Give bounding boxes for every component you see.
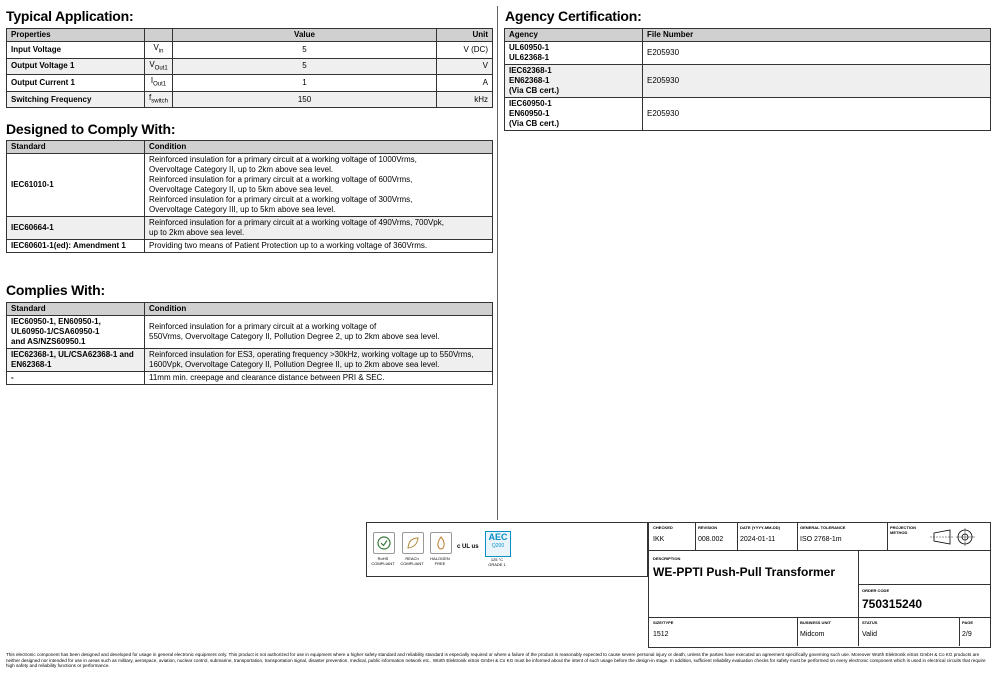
rohs-icon: [373, 532, 395, 554]
table-row: [505, 65, 991, 98]
complies-with-title: Complies With:: [6, 282, 105, 298]
table-row: [7, 217, 493, 240]
standard-cell: [7, 372, 145, 385]
file-number-cell: E205930: [643, 42, 991, 65]
status-value: Valid: [862, 631, 878, 638]
symbol-subscript: Out1: [153, 81, 167, 88]
text-line: and AS/NZS60950.1: [11, 337, 86, 346]
table-row: [7, 349, 493, 372]
unit-cell: A: [437, 75, 493, 92]
halogen-free-icon: [430, 532, 452, 554]
header-standard: Standard: [7, 303, 145, 316]
text-line: (Via CB cert.): [509, 86, 560, 95]
table-row: [7, 42, 493, 59]
standard-cell: IEC60664-1: [7, 217, 145, 240]
unit-cell: V (DC): [437, 42, 493, 59]
tb-divider: [858, 584, 990, 585]
date-label: DATE (YYYY-MM-DD): [740, 525, 780, 530]
unit-cell: kHz: [437, 91, 493, 108]
text-line: EN62368-1: [11, 360, 52, 369]
standard-cell: IEC61010-1: [7, 154, 145, 217]
table-row: [7, 316, 493, 349]
value-cell: 150: [173, 91, 437, 108]
text-line: UL62368-1: [509, 53, 550, 62]
header-properties: Properties: [7, 29, 145, 42]
table-row: [7, 58, 493, 75]
text-line: Reinforced insulation for a primary circuit at a working voltage of: [149, 322, 377, 331]
projection-method-icon: [930, 525, 980, 554]
value-cell: 5: [173, 42, 437, 59]
revision-label: REVISION: [698, 525, 718, 530]
unit-cell: V: [437, 58, 493, 75]
page-label: PAGE: [962, 620, 974, 625]
typical-application-title: Typical Application:: [6, 8, 134, 24]
text-line: UL60950-1: [509, 43, 550, 52]
agency-cell: [505, 42, 643, 65]
table-row: [7, 240, 493, 253]
text-line: IEC62368-1: [509, 66, 552, 75]
symbol-cell: [145, 91, 173, 108]
typical-application-table: [6, 28, 493, 108]
symbol-subscript: switch: [151, 98, 168, 105]
agency-certification-title: Agency Certification:: [505, 8, 642, 24]
business-unit-label: BUSINESS UNIT: [800, 620, 831, 625]
header-condition: Condition: [145, 303, 493, 316]
symbol: f: [149, 92, 152, 102]
text-line: Reinforced insulation for a primary circuit at a working voltage of 490Vrms, 700Vpk,: [149, 218, 444, 227]
table-row: [505, 98, 991, 131]
condition-cell: [145, 154, 493, 217]
header-file-number: File Number: [643, 29, 991, 42]
reach-icon: [402, 532, 424, 554]
designed-to-comply-table: [6, 140, 493, 253]
text-line: EN62368-1: [509, 76, 550, 85]
complies-with-table: [6, 302, 493, 385]
aec-label: AEC: [488, 532, 508, 542]
symbol-subscript: Out1: [154, 65, 168, 72]
ul-mark-icon: c UL us: [457, 544, 479, 550]
column-divider: [497, 6, 498, 520]
status-label: STATUS: [862, 620, 878, 625]
text-line: Providing two means of Patient Protection up to a working voltage of 360Vrms.: [149, 241, 428, 250]
revision-value: 008.002: [698, 536, 724, 543]
business-unit-value: Midcom: [800, 631, 825, 638]
tb-divider: [695, 522, 696, 550]
header-agency: Agency: [505, 29, 643, 42]
text-line: Reinforced insulation for ES3, operating frequency >30kHz, working voltage up to 550Vrms,: [149, 350, 474, 359]
aec-sub: Q200: [491, 543, 505, 549]
order-code-label: ORDER CODE: [862, 588, 890, 593]
tb-divider: [797, 617, 798, 646]
text-line: 11mm min. creepage and clearance distance between PRI & SEC.: [149, 373, 385, 382]
condition-cell: [145, 372, 493, 385]
header-symbol: [145, 29, 173, 42]
property-cell: Output Current 1: [7, 75, 145, 92]
standard-cell: [7, 316, 145, 349]
property-cell: Output Voltage 1: [7, 58, 145, 75]
rohs-caption: RoHS COMPLIANT: [371, 556, 395, 566]
symbol-cell: [145, 75, 173, 92]
text-line: 1600Vpk, Overvoltage Category II, Pollution Degree II, up to 2km above sea level.: [149, 360, 440, 369]
checked-label: CHECKED: [653, 525, 673, 530]
tb-divider: [737, 522, 738, 550]
aec-caption: 125 °C GRADE 1: [488, 557, 506, 567]
size-label: SIZE/TYPE: [653, 620, 674, 625]
header-unit: Unit: [437, 29, 493, 42]
table-row: [7, 372, 493, 385]
condition-cell: [145, 316, 493, 349]
agency-certification-table: [504, 28, 991, 131]
text-line: EN60950-1: [509, 109, 550, 118]
order-code-value: 750315240: [862, 597, 923, 611]
halogen-free-caption: HALOGEN FREE: [430, 556, 450, 566]
condition-cell: [145, 240, 493, 253]
file-number-cell: E205930: [643, 65, 991, 98]
projection-label: PROJECTION METHOD: [890, 525, 917, 535]
page-value: 2/9: [962, 631, 972, 638]
disclaimer-text: This electronic component has been designed and developed for usage in general electronic equipment only. This product is not authorized for use in equipment where a higher safety standard and reliability standard is especially required or where a failure of the product is reasonably expected to cause severe personal injury or death, unless the parties have executed an agreement specifically governing such use. Moreover Würth Elektronik eiSos GmbH & Co KG products are neither designed nor intended for use in areas such as military, aerospace, aviation, nuclear control, submarine, transportation, transportation signal, disaster prevention, medical, public information network etc.. Würth Elektronik eiSos GmbH & Co KG must be informed about the intent of such usage before the design-in stage. In addition, sufficient reliability evaluation checks for safety must be performed on every electronic component which is used in electrical circuits that require high safety and reliability functions or performance.: [6, 652, 986, 669]
text-line: IEC60950-1: [509, 99, 552, 108]
tb-divider: [858, 617, 859, 646]
tb-divider: [959, 617, 960, 646]
tolerance-label: GENERAL TOLERANCE: [800, 525, 846, 530]
symbol-cell: [145, 58, 173, 75]
aec-q200-badge: [485, 531, 511, 557]
header-condition: Condition: [145, 141, 493, 154]
text-line: Overvoltage Category II, up to 2km above sea level.: [149, 165, 334, 174]
symbol-cell: [145, 42, 173, 59]
agency-cell: [505, 98, 643, 131]
property-cell: Input Voltage: [7, 42, 145, 59]
description-value: WE-PPTI Push-Pull Transformer: [653, 565, 836, 579]
tb-divider: [887, 522, 888, 550]
value-cell: 1: [173, 75, 437, 92]
text-line: Overvoltage Category III, up to 5km above sea level.: [149, 205, 336, 214]
header-value: Value: [173, 29, 437, 42]
date-value: 2024-01-11: [740, 536, 776, 543]
description-label: DESCRIPTION: [653, 556, 681, 561]
tolerance-value: ISO 2768-1m: [800, 536, 842, 543]
header-standard: Standard: [7, 141, 145, 154]
tb-divider: [648, 617, 990, 618]
value-cell: 5: [173, 58, 437, 75]
text-line: up to 2km above sea level.: [149, 228, 245, 237]
text-line: IEC60950-1, EN60950-1,: [11, 317, 101, 326]
table-row: [7, 154, 493, 217]
text-line: -: [11, 373, 14, 382]
table-row: [505, 42, 991, 65]
file-number-cell: E205930: [643, 98, 991, 131]
designed-to-comply-title: Designed to Comply With:: [6, 121, 176, 137]
standard-cell: [7, 349, 145, 372]
size-value: 1512: [653, 631, 669, 638]
symbol: V: [149, 59, 155, 69]
table-row: [7, 75, 493, 92]
table-row: [7, 91, 493, 108]
agency-cell: [505, 65, 643, 98]
symbol: I: [150, 76, 154, 86]
condition-cell: [145, 217, 493, 240]
reach-caption: REACh COMPLIANT: [400, 556, 424, 566]
checked-value: IKK: [653, 536, 665, 543]
text-line: Reinforced insulation for a primary circuit at a working voltage of 1000Vrms,: [149, 155, 417, 164]
property-cell: Switching Frequency: [7, 91, 145, 108]
text-line: (Via CB cert.): [509, 119, 560, 128]
text-line: 550Vrms, Overvoltage Category II, Pollution Degree 2, up to 2km above sea level.: [149, 332, 440, 341]
text-line: UL60950-1/CSA60950-1: [11, 327, 100, 336]
text-line: IEC62368-1, UL/CSA62368-1 and: [11, 350, 134, 359]
symbol: V: [153, 43, 159, 52]
standard-cell: IEC60601-1(ed): Amendment 1: [7, 240, 145, 253]
condition-cell: [145, 349, 493, 372]
tb-divider: [797, 522, 798, 550]
text-line: Reinforced insulation for a primary circuit at a working voltage of 300Vrms,: [149, 195, 413, 204]
text-line: Reinforced insulation for a primary circuit at a working voltage of 600Vrms,: [149, 175, 413, 184]
text-line: Overvoltage Category II, up to 5km above sea level.: [149, 185, 334, 194]
symbol-subscript: in: [158, 48, 164, 55]
